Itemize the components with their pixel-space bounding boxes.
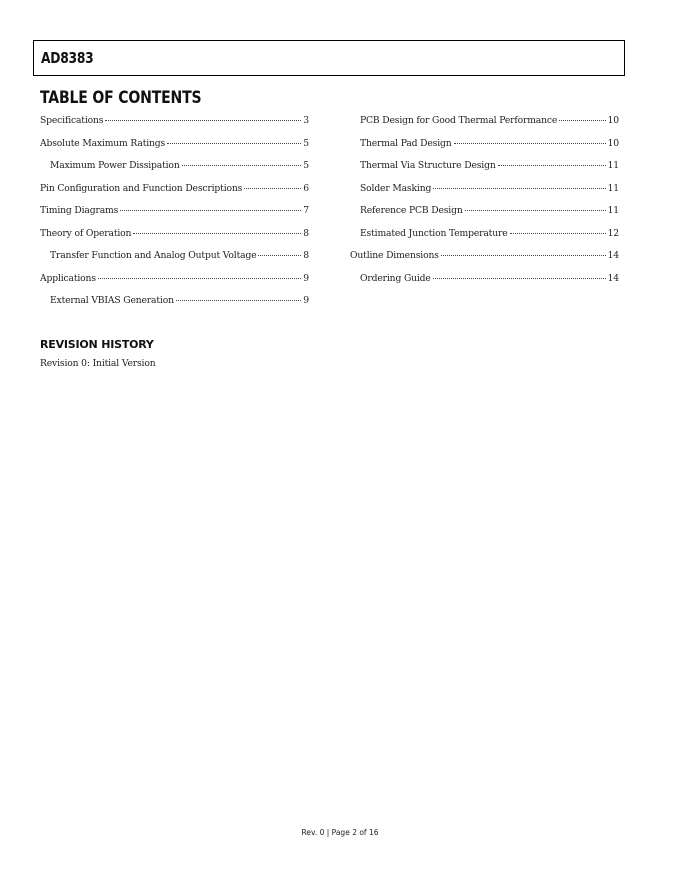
- toc-entry-page: 3: [303, 115, 309, 126]
- toc-entry-title: Applications: [40, 272, 96, 284]
- toc-entry[interactable]: [350, 160, 619, 183]
- revision-history-title: REVISION HISTORY: [40, 338, 154, 351]
- dot-leader: [441, 255, 606, 256]
- toc-entry[interactable]: [40, 228, 309, 251]
- dot-leader: [433, 278, 606, 279]
- toc-entry[interactable]: [40, 183, 309, 206]
- dot-leader: [98, 278, 301, 279]
- toc-entry-page: 11: [607, 160, 619, 171]
- toc-entry-page: 6: [303, 182, 309, 194]
- toc-entry-title: External VBIAS Generation: [50, 295, 174, 306]
- toc-entry-page: 14: [607, 250, 619, 261]
- toc-entry-page: 9: [303, 272, 309, 284]
- dot-leader: [433, 188, 605, 189]
- toc-entry-title: Specifications: [40, 115, 104, 126]
- toc-entry-page: 5: [303, 160, 309, 171]
- toc-column-left: [40, 115, 309, 318]
- toc-entry-title: Transfer Function and Analog Output Voltage: [50, 250, 257, 261]
- toc-entry[interactable]: [40, 160, 309, 183]
- dot-leader: [559, 120, 605, 121]
- part-number: AD8383: [41, 49, 94, 67]
- dot-leader: [105, 120, 301, 121]
- toc-entry-page: 10: [607, 137, 619, 149]
- toc-entry[interactable]: [40, 205, 309, 228]
- toc-entry[interactable]: [350, 228, 619, 251]
- toc-entry-title: PCB Design for Good Thermal Performance: [360, 115, 558, 126]
- toc-entry-page: 8: [303, 227, 309, 239]
- toc-entry-page: 12: [607, 227, 619, 239]
- toc-entry-title: Thermal Pad Design: [360, 137, 452, 149]
- toc-entry-page: 14: [607, 272, 619, 284]
- dot-leader: [465, 210, 606, 211]
- dot-leader: [244, 188, 301, 189]
- toc-title: TABLE OF CONTENTS: [40, 88, 202, 107]
- toc-entry-title: Thermal Via Structure Design: [360, 160, 496, 171]
- toc-entry[interactable]: [40, 138, 309, 161]
- document-header: [33, 40, 625, 76]
- dot-leader: [182, 165, 302, 166]
- toc-entry-title: Timing Diagrams: [40, 205, 119, 216]
- toc-entry[interactable]: [350, 273, 619, 296]
- revision-history-entry: Revision 0: Initial Version: [40, 358, 156, 369]
- toc-entry-page: 9: [303, 295, 309, 306]
- toc-column-right: [350, 115, 619, 295]
- toc-entry-title: Theory of Operation: [40, 227, 132, 239]
- toc-entry[interactable]: [350, 183, 619, 206]
- toc-entry-title: Absolute Maximum Ratings: [40, 137, 166, 149]
- toc-entry-page: 8: [303, 250, 309, 261]
- toc-entry-title: Pin Configuration and Function Descriptions: [40, 182, 243, 194]
- toc-entry-page: 7: [303, 205, 309, 216]
- toc-entry[interactable]: [350, 205, 619, 228]
- toc-entry-title: Maximum Power Dissipation: [50, 160, 180, 171]
- toc-entry-page: 11: [607, 205, 619, 216]
- toc-entry[interactable]: [350, 138, 619, 161]
- toc-entry-title: Estimated Junction Temperature: [360, 227, 508, 239]
- toc-entry-title: Solder Masking: [360, 182, 432, 194]
- dot-leader: [120, 210, 301, 211]
- page-footer: Rev. 0 | Page 2 of 16: [301, 828, 379, 837]
- toc-entry-page: 10: [607, 115, 619, 126]
- toc-entry[interactable]: [40, 295, 309, 318]
- toc-entry-title: Reference PCB Design: [360, 205, 463, 216]
- toc-entry-page: 11: [607, 182, 619, 194]
- toc-entry[interactable]: [350, 250, 619, 273]
- dot-leader: [176, 300, 301, 301]
- dot-leader: [133, 233, 301, 234]
- toc-entry[interactable]: [40, 115, 309, 138]
- toc-entry[interactable]: [350, 115, 619, 138]
- toc-entry[interactable]: [40, 250, 309, 273]
- toc-entry-title: Outline Dimensions: [350, 250, 439, 261]
- dot-leader: [510, 233, 606, 234]
- dot-leader: [167, 143, 301, 144]
- dot-leader: [258, 255, 301, 256]
- toc-entry-page: 5: [303, 137, 309, 149]
- toc-entry-title: Ordering Guide: [360, 272, 431, 284]
- dot-leader: [498, 165, 606, 166]
- dot-leader: [454, 143, 606, 144]
- toc-entry[interactable]: [40, 273, 309, 296]
